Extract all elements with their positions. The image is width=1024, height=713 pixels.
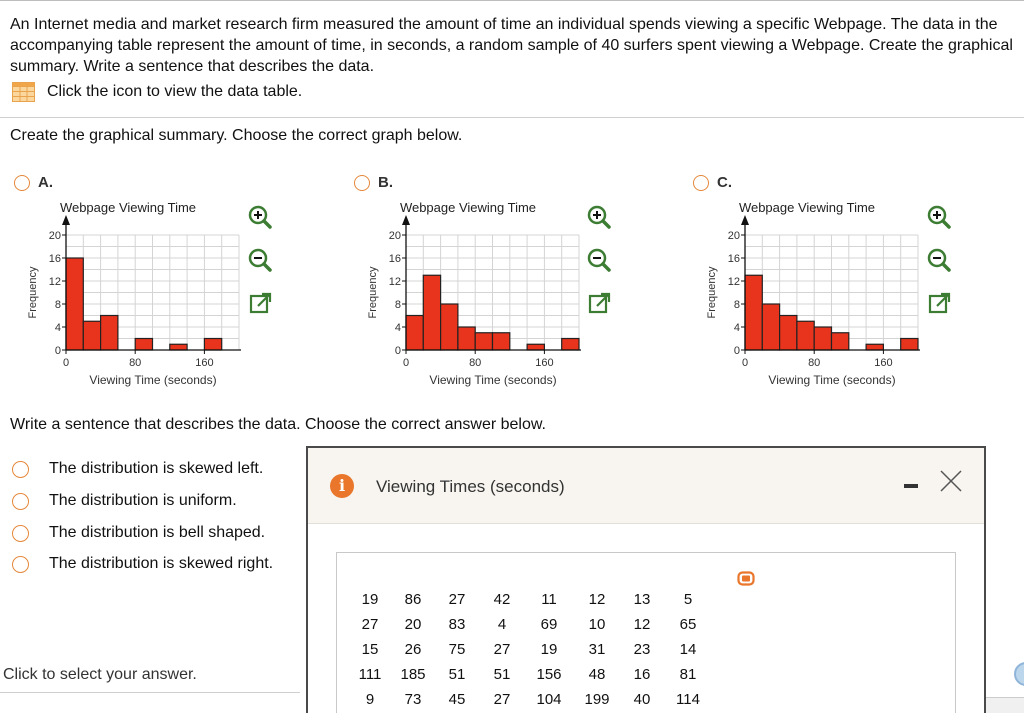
table-cell: 20 bbox=[404, 616, 422, 633]
table-cell: 69 bbox=[540, 616, 558, 633]
x-tick-label: 80 bbox=[469, 357, 482, 369]
table-cell: 51 bbox=[493, 666, 511, 683]
y-axis-label: Frequency bbox=[27, 266, 39, 319]
option-c[interactable] bbox=[693, 174, 732, 191]
y-tick-label: 12 bbox=[388, 276, 401, 288]
histogram-bar bbox=[901, 339, 918, 351]
table-cell: 9 bbox=[365, 691, 375, 708]
x-axis-label: Viewing Time (seconds) bbox=[89, 373, 217, 387]
histogram-bar bbox=[493, 333, 510, 350]
pop-out-icon[interactable] bbox=[587, 290, 613, 316]
x-tick-label: 160 bbox=[874, 357, 893, 369]
y-tick-label: 0 bbox=[394, 345, 401, 357]
histogram-b-svg bbox=[340, 196, 590, 392]
table-cell: 19 bbox=[361, 591, 379, 608]
answer-radio[interactable] bbox=[12, 556, 29, 573]
table-cell: 86 bbox=[404, 591, 422, 608]
footer-instruction: Click to select your answer. bbox=[3, 666, 197, 683]
table-cell: 10 bbox=[588, 616, 606, 633]
table-cell: 13 bbox=[633, 591, 651, 608]
histogram-bar bbox=[66, 258, 83, 350]
histogram-c-svg bbox=[679, 196, 929, 392]
close-icon[interactable] bbox=[938, 468, 964, 494]
histogram-bar bbox=[814, 327, 831, 350]
data-table-link[interactable] bbox=[12, 81, 302, 103]
table-icon[interactable] bbox=[12, 82, 35, 102]
answer-choice[interactable] bbox=[12, 555, 273, 573]
y-tick-label: 20 bbox=[48, 230, 61, 242]
answer-choice[interactable] bbox=[12, 460, 263, 478]
zoom-out-icon[interactable] bbox=[247, 247, 273, 273]
table-cell: 5 bbox=[683, 591, 693, 608]
histogram-bar bbox=[441, 304, 458, 350]
histogram-bar bbox=[423, 275, 440, 350]
data-table-link-label[interactable]: Click the icon to view the data table. bbox=[47, 83, 303, 100]
answer-choice[interactable] bbox=[12, 524, 265, 542]
table-cell: 73 bbox=[404, 691, 422, 708]
y-tick-label: 16 bbox=[388, 253, 401, 265]
table-cell: 199 bbox=[584, 691, 610, 708]
y-tick-label: 8 bbox=[54, 299, 61, 311]
y-axis-label: Frequency bbox=[706, 266, 718, 319]
table-cell: 27 bbox=[361, 616, 379, 633]
answer-label: The distribution is skewed right. bbox=[49, 555, 274, 572]
zoom-out-icon[interactable] bbox=[926, 247, 952, 273]
question-text: An Internet media and market research firm measured the amount of time an individual spends viewing a specific Webpage. The data in the accompanying table represent the amount of time, in seconds, a random sample of 40 surfers spent viewing a Webpage. Create the graphical summary. Write a sentence that describes the data. bbox=[10, 16, 1013, 75]
table-cell: 23 bbox=[633, 641, 651, 658]
table-cell: 11 bbox=[541, 591, 557, 608]
y-axis-arrow bbox=[741, 215, 749, 225]
histogram-c bbox=[679, 196, 929, 392]
histogram-bar bbox=[832, 333, 849, 350]
histogram-bar bbox=[170, 344, 187, 350]
histogram-bar bbox=[204, 339, 221, 351]
table-cell: 26 bbox=[404, 641, 422, 658]
answer-radio[interactable] bbox=[12, 461, 29, 478]
table-cell: 51 bbox=[448, 666, 466, 683]
table-cell: 14 bbox=[679, 641, 697, 658]
pop-out-icon[interactable] bbox=[248, 290, 274, 316]
table-cell: 83 bbox=[448, 616, 466, 633]
footer-divider bbox=[0, 692, 300, 693]
option-b-label: B. bbox=[378, 174, 393, 191]
zoom-in-icon[interactable] bbox=[926, 204, 952, 230]
option-b-radio[interactable] bbox=[354, 175, 370, 191]
table-cell: 31 bbox=[588, 641, 606, 658]
answer-radio[interactable] bbox=[12, 525, 29, 542]
y-axis-arrow bbox=[62, 215, 70, 225]
y-tick-label: 12 bbox=[727, 276, 740, 288]
x-tick-label: 0 bbox=[741, 357, 749, 369]
histogram-b bbox=[340, 196, 590, 392]
answer-radio[interactable] bbox=[12, 493, 29, 510]
histogram-a bbox=[0, 196, 250, 392]
table-cell: 19 bbox=[540, 641, 558, 658]
help-button[interactable] bbox=[1014, 662, 1024, 686]
histogram-a-svg bbox=[0, 196, 250, 392]
table-cell: 185 bbox=[400, 666, 426, 683]
chart-title: Webpage Viewing Time bbox=[399, 200, 537, 215]
table-cell: 65 bbox=[679, 616, 697, 633]
table-cell: 16 bbox=[633, 666, 651, 683]
y-tick-label: 4 bbox=[54, 322, 61, 334]
option-a-radio[interactable] bbox=[14, 175, 30, 191]
option-a-label: A. bbox=[38, 174, 53, 191]
table-cell: 27 bbox=[448, 591, 466, 608]
x-axis-label: Viewing Time (seconds) bbox=[429, 373, 557, 387]
option-a[interactable] bbox=[14, 174, 53, 191]
table-cell: 12 bbox=[588, 591, 606, 608]
minimize-icon[interactable] bbox=[904, 484, 918, 488]
zoom-out-icon[interactable] bbox=[586, 247, 612, 273]
pop-out-icon[interactable] bbox=[927, 290, 953, 316]
y-tick-label: 0 bbox=[733, 345, 740, 357]
table-cell: 12 bbox=[633, 616, 651, 633]
y-axis-arrow bbox=[402, 215, 410, 225]
histogram-bar bbox=[745, 275, 762, 350]
dialog-header bbox=[308, 448, 984, 524]
y-tick-label: 8 bbox=[733, 299, 740, 311]
table-cell: 42 bbox=[493, 591, 511, 608]
histogram-bar bbox=[101, 316, 118, 351]
table-cell: 156 bbox=[536, 666, 562, 683]
table-cell: 27 bbox=[493, 691, 511, 708]
table-cell: 81 bbox=[679, 666, 697, 683]
y-tick-label: 8 bbox=[394, 299, 401, 311]
histogram-bar bbox=[458, 327, 475, 350]
option-c-label: C. bbox=[717, 174, 732, 191]
table-cell: 111 bbox=[358, 666, 382, 683]
histogram-bar bbox=[762, 304, 779, 350]
x-tick-label: 0 bbox=[62, 357, 70, 369]
y-tick-label: 16 bbox=[727, 253, 740, 265]
table-cell: 45 bbox=[448, 691, 466, 708]
histogram-bar bbox=[562, 339, 579, 351]
x-tick-label: 160 bbox=[535, 357, 554, 369]
x-tick-label: 160 bbox=[195, 357, 214, 369]
x-tick-label: 80 bbox=[808, 357, 821, 369]
data-table-dialog bbox=[306, 446, 986, 713]
y-tick-label: 12 bbox=[48, 276, 61, 288]
y-tick-label: 20 bbox=[388, 230, 401, 242]
y-axis-label: Frequency bbox=[367, 266, 379, 319]
x-axis-label: Viewing Time (seconds) bbox=[768, 373, 896, 387]
zoom-in-icon[interactable] bbox=[247, 204, 273, 230]
y-tick-label: 0 bbox=[54, 345, 61, 357]
table-cell: 27 bbox=[493, 641, 511, 658]
dialog-title: Viewing Times (seconds) bbox=[376, 477, 565, 496]
option-c-radio[interactable] bbox=[693, 175, 709, 191]
histogram-bar bbox=[83, 321, 100, 350]
histogram-bar bbox=[866, 344, 883, 350]
table-cell: 114 bbox=[676, 691, 700, 708]
answer-label: The distribution is skewed left. bbox=[49, 460, 264, 477]
histogram-bar bbox=[797, 321, 814, 350]
graph-prompt: Create the graphical summary. Choose the correct graph below. bbox=[10, 127, 463, 144]
top-border bbox=[0, 0, 1024, 1]
sentence-prompt: Write a sentence that describes the data. Choose the correct answer below. bbox=[10, 416, 546, 433]
table-cell: 40 bbox=[633, 691, 651, 708]
zoom-in-icon[interactable] bbox=[586, 204, 612, 230]
table-cell: 4 bbox=[497, 616, 507, 633]
histogram-bar bbox=[780, 316, 797, 351]
chart-title: Webpage Viewing Time bbox=[738, 200, 876, 215]
answer-choice[interactable] bbox=[12, 492, 237, 510]
histogram-bar bbox=[406, 316, 423, 351]
y-tick-label: 4 bbox=[733, 322, 740, 334]
copy-icon[interactable] bbox=[737, 569, 755, 587]
x-tick-label: 80 bbox=[129, 357, 142, 369]
data-table bbox=[336, 552, 956, 713]
table-cell: 48 bbox=[588, 666, 606, 683]
histogram-bar bbox=[475, 333, 492, 350]
histogram-bar bbox=[135, 339, 152, 351]
option-b[interactable] bbox=[354, 174, 393, 191]
x-tick-label: 0 bbox=[402, 357, 410, 369]
table-cell: 75 bbox=[448, 641, 466, 658]
y-tick-label: 20 bbox=[727, 230, 740, 242]
y-tick-label: 16 bbox=[48, 253, 61, 265]
info-icon: i bbox=[330, 474, 354, 498]
table-cell: 15 bbox=[361, 641, 379, 658]
answer-label: The distribution is bell shaped. bbox=[49, 524, 266, 541]
chart-title: Webpage Viewing Time bbox=[59, 200, 197, 215]
histogram-bar bbox=[527, 344, 544, 350]
table-cell: 104 bbox=[536, 691, 562, 708]
y-tick-label: 4 bbox=[394, 322, 401, 334]
divider bbox=[0, 117, 1024, 118]
answer-label: The distribution is uniform. bbox=[49, 492, 237, 509]
scroll-edge bbox=[986, 697, 1024, 713]
